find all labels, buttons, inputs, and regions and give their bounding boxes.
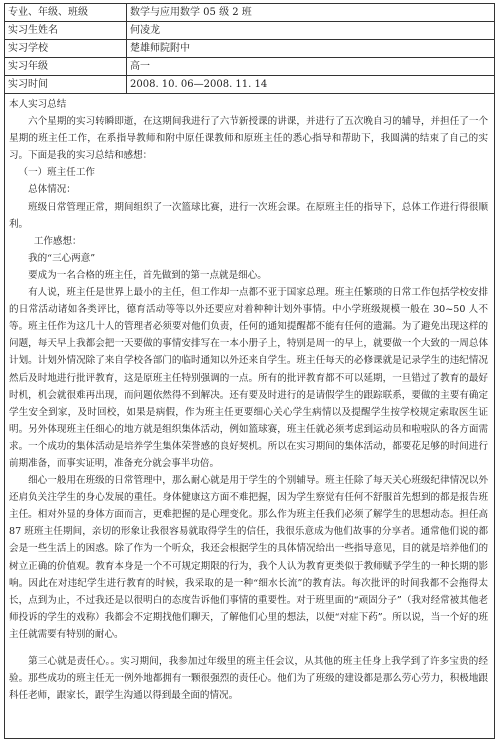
intro-paragraph: 六个星期的实习转瞬即逝，在这期间我进行了六节新授课的讲课，并进行了五次晚自习的辅导，并担任了一个星期的班主任工作，在系指导教师和附中原任课教师和原班主任的悉心指导和帮助下，我圆满的结束了自己的实习。下面是我的实习总结和感想： xyxy=(9,116,488,162)
paragraph-gap xyxy=(9,643,488,653)
overview-label: 总体情况： xyxy=(28,184,76,196)
info-value: 数学与应用数学 05 级 2 班 xyxy=(127,4,495,22)
student-info-table xyxy=(5,4,494,94)
info-value: 高一 xyxy=(127,58,495,76)
info-row-name xyxy=(5,22,494,40)
overview-paragraph: 班级日常管理正常，期间组织了一次篮球比赛，进行一次班会课。在原班主任的指导下，总体工作进行得很顺利。 xyxy=(9,201,488,230)
summary-heading: 本人实习总结 xyxy=(9,99,67,110)
info-label: 实习学校 xyxy=(5,40,127,58)
sanxin-liangyi-heading: 我的“三心两意” xyxy=(28,252,96,264)
info-value: 楚雄师院附中 xyxy=(127,40,495,58)
internship-report-page xyxy=(4,3,495,739)
patience-paragraph: 细心一般用在班级的日常管理中，那么耐心就是用于学生的个别辅导。班主任除了每天关心班级纪律情况以外还肩负关注学生的身心发展的重任。身体健康这方面不难把握，因为学生察觉有任何不舒服首先想到的都是报告班主任。相对外显的身体方面而言，更难把握的是心理变化。那么作为班主任我们必须了解学生的思想动态。担任高 87 班班主任期间，亲切的形象让我很容易就取得学生的信任，我很乐意成为他们故事的分享者。通常他们说的都会是一些生活上的困惑。除了作为一个听众，我还会根据学生的具体情况给出一些指导意见，目的就是培养他们的树立正确的价值观。教育本身是一个不可规定期限的行为，我个人认为教育更类似于教师赋予学生的一种长期的影响。因此在对违纪学生进行教育的时候，我采取的是一种“细水长流”的教育法。每次批评的时间我都不会拖得太长，点到为止，不过我还是以很明白的态度告诉他们事情的重要性。对于班里面的“顽固分子”（我对经常被其他老师投诉的学生的戏称）我都会不定期找他们聊天，了解他们心里的想法，以便“对症下药”。所以说，当一个好的班主任就需要有特别的耐心。 xyxy=(9,475,488,640)
section-heading-head-teacher: （一）班主任工作 xyxy=(18,167,95,179)
info-label: 实习生姓名 xyxy=(5,22,127,40)
info-label: 实习时间 xyxy=(5,76,127,94)
info-row-period xyxy=(5,76,494,94)
carefulness-intro: 要成为一名合格的班主任，首先做到的第一点就是细心。 xyxy=(28,269,267,281)
info-label: 实习年级 xyxy=(5,58,127,76)
info-row-grade xyxy=(5,58,494,76)
responsibility-paragraph: 第三心就是责任心。。实习期间，我参加过年级里的班主任会议，从其他的班主任身上我学到了许多宝贵的经验。那些成功的班主任无一例外地都拥有一颗很强烈的责任心。他们为了班级的建设都是那么劳心劳力，积极地跟科任老师，跟家长，跟学生沟通以得到最全面的情况。 xyxy=(9,656,488,702)
feelings-label: 工作感想： xyxy=(33,235,82,247)
info-value: 何凌龙 xyxy=(127,22,495,40)
info-row-major xyxy=(5,4,494,22)
info-value: 2008. 10. 06—2008. 11. 14 xyxy=(127,76,495,94)
info-row-school xyxy=(5,40,494,58)
info-label: 专业、年级、班级 xyxy=(5,4,127,22)
summary-body xyxy=(5,94,494,704)
carefulness-paragraph: 有人说，班主任是世界上最小的主任，但工作却一点都不亚于国家总理。班主任繁琐的日常工作包括学校安排的日常活动诸如各类评比，德育活动等等以外还要应对着种种计划外事情。中小学班级规模一般在 30~50 人不等。班主任作为这几十人的管理者必须要对他们负责，任何的通知提醒都不能有任何的遗漏。为了避免出现这样的问题，每天早上我都会把一天要做的事情安排写在一本小册子上，特别是周一的早上，就要做一个大致的一周总体计划。计划外情况除了来自学校各部门的临时通知以外还来自学生。班主任每天的必修课就是记录学生的违纪情况然后及时地进行批评教育，这是原班主任特别强调的一点。所有的批评教育都不可以延期，一旦错过了教育的最好时机，机会就很难再出现，而问题依然得不到解决。还有要及时进行的是请假学生的跟踪联系，要做的主要有确定学生安全到家，及时回校，如果是病假，作为班主任更要细心关心学生病情以及提醒学生按学校规定索取医生证明。另外体现班主任细心的地方就是组织集体活动，例如篮球赛，班主任就必须考虑到运动员和啦啦队的各方面需求。一个成功的集体活动是培养学生集体荣誉感的良好契机。所以在实习期间的集体活动，都要花足够的时间进行前期准备，而事实证明，准备充分就会事半功倍。 xyxy=(9,287,488,469)
